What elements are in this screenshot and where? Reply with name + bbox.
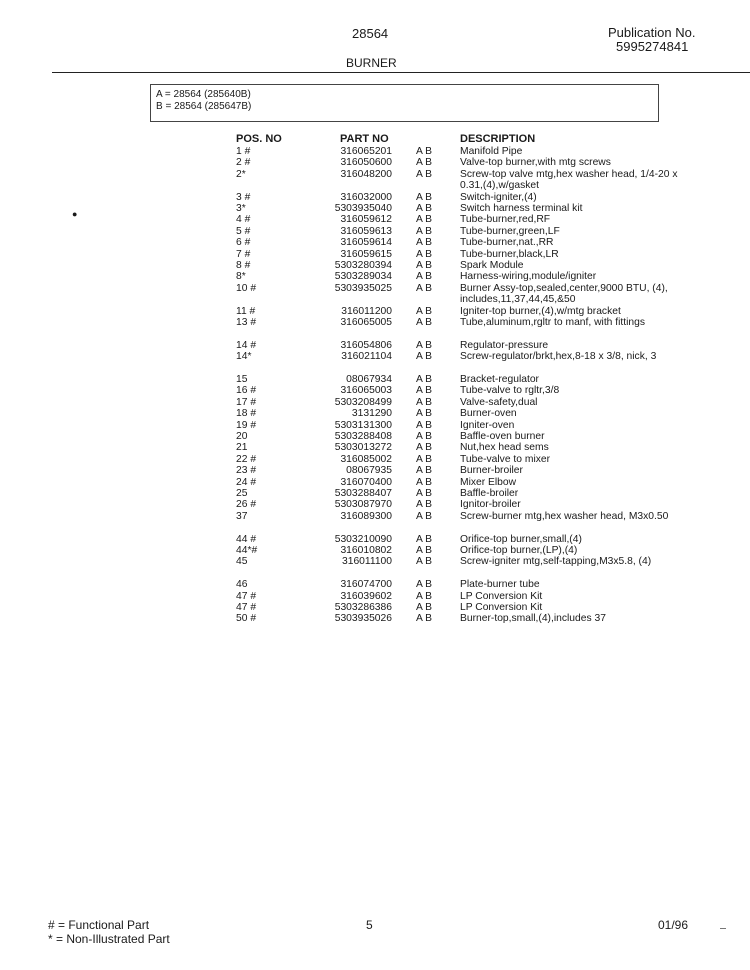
part-position: 6 #: [236, 237, 251, 249]
model-availability: A B: [416, 545, 433, 556]
model-availability: A B: [416, 305, 433, 317]
part-position: 7 #: [236, 248, 251, 260]
model-availability: A B: [416, 556, 433, 568]
part-description: Orifice-top burner,(LP),(4): [460, 545, 578, 556]
model-availability: A B: [416, 237, 433, 249]
part-number: 5303935025: [334, 282, 392, 294]
part-number: 316054806: [340, 339, 392, 351]
part-position: 1 #: [236, 146, 251, 157]
part-position: 15: [236, 374, 248, 385]
part-position: 8*: [236, 271, 246, 283]
model-availability: A B: [416, 317, 433, 328]
part-description: Switch harness terminal kit: [460, 203, 583, 214]
model-availability: A B: [416, 533, 433, 545]
part-description: Orifice-top burner,small,(4): [460, 533, 582, 545]
part-description: Burner-oven: [460, 408, 517, 420]
part-description: Screw-top valve mtg,hex washer head, 1/4-20 x 0.31,(4),w/gasket: [460, 168, 678, 192]
part-position: 5 #: [236, 225, 251, 237]
part-description: Tube-burner,red,RF: [460, 214, 551, 226]
part-number: 5303289034: [334, 271, 392, 283]
part-number: 316065003: [340, 385, 392, 397]
legend-line-b: B = 28564 (285647B): [156, 101, 252, 112]
model-availability: A B: [416, 453, 433, 465]
part-description: Burner-broiler: [460, 465, 523, 477]
model-availability: A B: [416, 203, 433, 214]
part-position: 17 #: [236, 396, 257, 408]
model-availability: A B: [416, 590, 433, 602]
part-number: 5303935026: [334, 613, 392, 625]
part-position: 21: [236, 442, 248, 454]
model-availability: A B: [416, 465, 433, 477]
header-rule: [52, 72, 750, 73]
part-number: 3131290: [351, 408, 392, 420]
part-position: 16 #: [236, 385, 257, 397]
model-availability: A B: [416, 157, 433, 169]
model-availability: A B: [416, 396, 433, 408]
part-description: Burner-top,small,(4),includes 37: [460, 613, 606, 625]
part-description: Regulator-pressure: [460, 339, 549, 351]
publication-date: 01/96: [658, 918, 689, 932]
part-description: Burner Assy-top,sealed,center,9000 BTU, (4), includes,11,37,44,45,&50: [460, 282, 668, 306]
model-number: 28564: [352, 26, 389, 41]
part-number: 5303210090: [334, 533, 392, 545]
part-description: Screw-burner mtg,hex washer head, M3x0.50: [460, 510, 669, 522]
model-availability: A B: [416, 488, 433, 499]
publication-number: 5995274841: [616, 39, 689, 54]
part-description: Manifold Pipe: [460, 146, 523, 157]
part-number: 5303087970: [334, 499, 392, 511]
part-description: Tube,aluminum,rgltr to manf, with fittings: [460, 317, 646, 328]
part-number: 316048200: [340, 168, 392, 180]
part-description: Tube-valve to rgltr,3/8: [460, 385, 560, 397]
part-description: LP Conversion Kit: [460, 602, 543, 613]
section-title: BURNER: [346, 56, 397, 70]
part-number: 316011100: [341, 556, 392, 568]
part-position: 8 #: [236, 260, 251, 271]
part-position: 3 #: [236, 191, 251, 203]
part-position: 37: [236, 510, 248, 522]
footer-non-illustrated-note: * = Non-Illustrated Part: [48, 932, 170, 946]
part-position: 14*: [236, 351, 252, 363]
bullet-mark: ●: [72, 209, 78, 219]
part-number: 316039602: [340, 590, 392, 602]
part-position: 20: [236, 431, 248, 442]
publication-label: Publication No.: [608, 25, 696, 40]
model-availability: A B: [416, 613, 433, 625]
part-description: Tube-burner,black,LR: [460, 248, 559, 260]
part-position: 44*#: [236, 545, 258, 556]
model-availability: A B: [416, 146, 433, 157]
model-availability: A B: [416, 248, 433, 260]
part-description: Valve-top burner,with mtg screws: [460, 157, 611, 169]
model-availability: A B: [416, 260, 433, 271]
model-availability: A B: [416, 579, 433, 591]
model-availability: A B: [416, 225, 433, 237]
part-number: 08067935: [346, 465, 392, 477]
page-number: 5: [366, 918, 373, 932]
part-position: 18 #: [236, 408, 257, 420]
model-availability: A B: [416, 271, 433, 283]
part-number: 5303935040: [334, 203, 392, 214]
part-description: Tube-burner,green,LF: [460, 225, 560, 237]
part-description: Tube-burner,nat.,RR: [460, 237, 554, 249]
part-position: 11 #: [236, 305, 256, 317]
model-legend-box: [150, 84, 659, 122]
model-availability: A B: [416, 419, 433, 431]
part-number: 316050600: [340, 157, 392, 169]
crop-mark: [720, 928, 726, 929]
part-description: Screw-regulator/brkt,hex,8-18 x 3/8, nick, 3: [460, 351, 657, 363]
part-description: Igniter-oven: [460, 419, 515, 431]
part-description: LP Conversion Kit: [460, 590, 543, 602]
part-number: 316074700: [340, 579, 392, 591]
part-number: 316089300: [340, 510, 392, 522]
part-position: 25: [236, 488, 248, 499]
part-number: 316059613: [340, 225, 392, 237]
part-description: Ignitor-broiler: [460, 499, 521, 511]
part-number: 316021104: [341, 351, 392, 363]
part-position: 45: [236, 556, 248, 568]
part-number: 5303280394: [334, 260, 392, 271]
model-availability: A B: [416, 214, 433, 226]
model-availability: A B: [416, 385, 433, 397]
column-header-pos: POS. NO: [236, 133, 282, 145]
part-position: 24 #: [236, 476, 257, 488]
part-description: Igniter-top burner,(4),w/mtg bracket: [460, 305, 621, 317]
part-description: Nut,hex head sems: [460, 442, 549, 454]
model-availability: A B: [416, 408, 433, 420]
model-availability: A B: [416, 351, 433, 363]
part-position: 46: [236, 579, 248, 591]
model-availability: A B: [416, 374, 433, 385]
part-description: Bracket-regulator: [460, 374, 539, 385]
part-position: 4 #: [236, 214, 251, 226]
model-availability: A B: [416, 191, 433, 203]
part-description: Switch-igniter,(4): [460, 191, 537, 203]
part-number: 316059612: [340, 214, 392, 226]
part-position: 26 #: [236, 499, 257, 511]
legend-line-a: A = 28564 (285640B): [156, 89, 251, 100]
part-number: 5303208499: [334, 396, 392, 408]
part-number: 316059615: [340, 248, 392, 260]
part-number: 5303013272: [334, 442, 392, 454]
part-description: Mixer Elbow: [460, 476, 517, 488]
column-header-description: DESCRIPTION: [460, 133, 536, 145]
part-description: Baffle-broiler: [460, 488, 519, 499]
part-number: 08067934: [346, 374, 392, 385]
part-position: 22 #: [236, 453, 257, 465]
part-position: 13 #: [236, 317, 257, 328]
model-availability: A B: [416, 168, 433, 180]
part-position: 23 #: [236, 465, 257, 477]
part-description: Spark Module: [460, 260, 524, 271]
model-availability: A B: [416, 282, 433, 294]
part-number: 5303288407: [334, 488, 392, 499]
part-position: 2 #: [236, 157, 251, 169]
model-availability: A B: [416, 339, 433, 351]
part-position: 19 #: [236, 419, 257, 431]
part-number: 5303131300: [334, 419, 392, 431]
model-availability: A B: [416, 602, 433, 613]
part-description: Baffle-oven burner: [460, 431, 545, 442]
model-availability: A B: [416, 499, 433, 511]
part-number: 316032000: [340, 191, 392, 203]
part-description: Valve-safety,dual: [460, 396, 538, 408]
part-number: 316070400: [340, 476, 392, 488]
model-availability: A B: [416, 510, 433, 522]
part-position: 2*: [236, 168, 246, 180]
part-number: 316065201: [340, 146, 392, 157]
part-number: 316085002: [340, 453, 392, 465]
part-number: 316059614: [340, 237, 392, 249]
model-availability: A B: [416, 442, 433, 454]
part-position: 50 #: [236, 613, 257, 625]
part-position: 47 #: [236, 590, 257, 602]
part-position: 3*: [236, 203, 246, 214]
part-number: 316065005: [340, 317, 392, 328]
part-description: Screw-igniter mtg,self-tapping,M3x5.8, (4): [460, 556, 652, 568]
column-header-part: PART NO: [340, 133, 389, 145]
part-description: Harness-wiring,module/igniter: [460, 271, 597, 283]
footer-functional-note: # = Functional Part: [48, 918, 150, 932]
part-number: 316011200: [341, 305, 392, 317]
part-number: 316010802: [340, 545, 392, 556]
part-position: 44 #: [236, 533, 257, 545]
footer-legend: [48, 918, 170, 946]
publication-block: [608, 26, 695, 54]
model-availability: A B: [416, 431, 433, 442]
part-description: Tube-valve to mixer: [460, 453, 551, 465]
part-number: 5303286386: [334, 602, 392, 613]
part-description: Plate-burner tube: [460, 579, 540, 591]
part-position: 14 #: [236, 339, 257, 351]
part-number: 5303288408: [334, 431, 392, 442]
part-position: 10 #: [236, 282, 257, 294]
model-availability: A B: [416, 476, 433, 488]
part-position: 47 #: [236, 602, 257, 613]
